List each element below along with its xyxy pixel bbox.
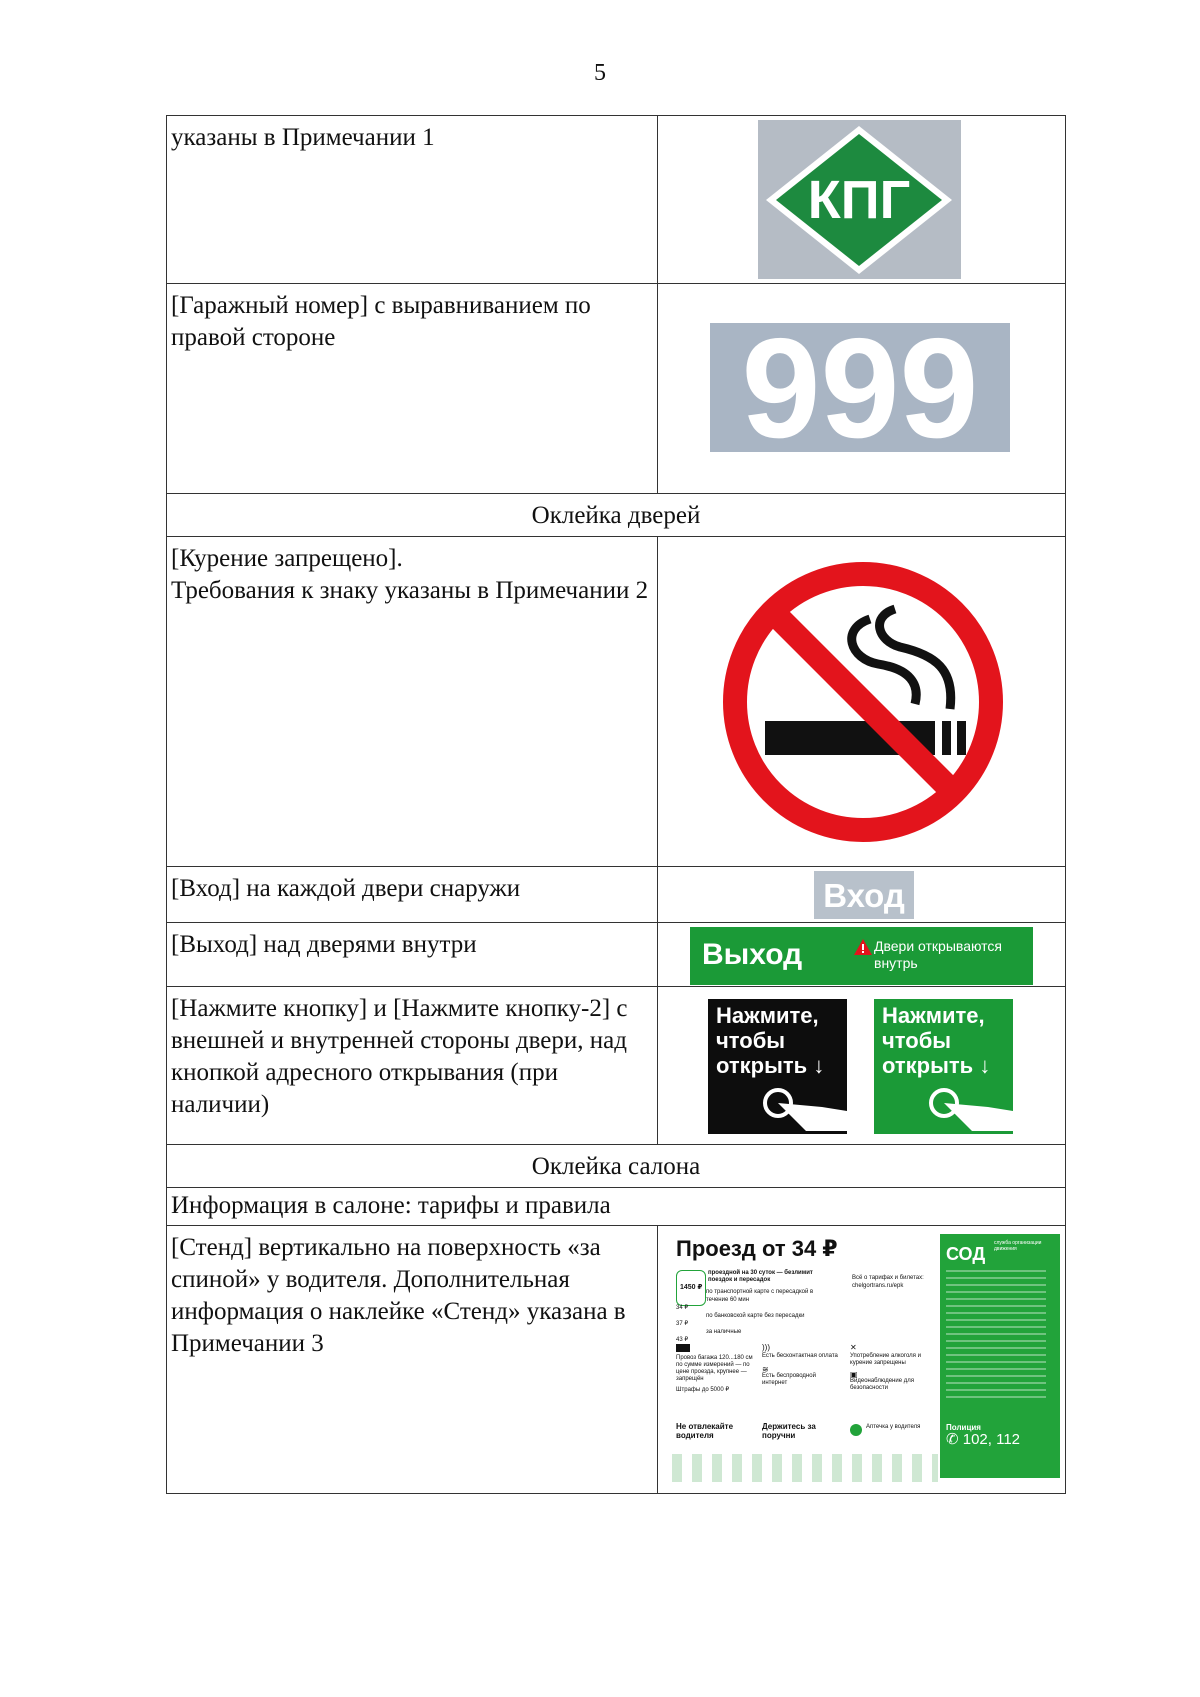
hand-press-icon — [928, 1085, 1013, 1134]
exit-text: Выход — [702, 938, 803, 971]
first-aid-icon — [850, 1424, 862, 1436]
feature-text: Провоз багажа 120...180 см по сумме измерений — по цене проезда, крупнее — запрещён — [676, 1355, 753, 1382]
phone-icon: ✆ — [946, 1431, 959, 1448]
no-smoking-description — [167, 537, 658, 867]
row-entrance — [167, 867, 1066, 923]
kpg-description: указаны в Примечании 1 — [167, 116, 658, 284]
row-stand — [167, 1226, 1066, 1494]
stand-green-panel — [940, 1234, 1060, 1478]
stand-description: [Стенд] вертикально на поверхность «за спиной» у водителя. Дополнительная информация о наклейке «Стенд» указана в Примечании 3 — [167, 1226, 658, 1494]
feature-text: Штрафы до 5000 ₽ — [676, 1387, 730, 1393]
section-heading-salon: Оклейка салона — [167, 1145, 1066, 1188]
hand-press-icon — [762, 1085, 847, 1134]
garage-number-text: 999 — [741, 323, 979, 452]
stand-title: Проезд от 34 ₽ — [676, 1236, 838, 1261]
feature-text: Видеонаблюдение для безопасности — [850, 1378, 914, 1391]
feature-text: Употребление алкоголя и курение запрещены — [850, 1353, 921, 1366]
police-label: Полиция — [946, 1423, 981, 1432]
garage-number-sign — [710, 323, 1010, 452]
no-smoking-desc-line2: Требования к знаку указаны в Примечании 2 — [171, 577, 649, 604]
stand-feature-payment — [762, 1344, 842, 1387]
brand-sub: служба организации движения — [994, 1240, 1042, 1252]
camera-icon: ▣ — [850, 1370, 858, 1379]
stand-feature-rules — [850, 1344, 932, 1392]
fare-price: 34 ₽ — [676, 1305, 689, 1311]
no-smoking-icon — [720, 559, 1006, 845]
stand-tariffs-info: Всё о тарифах и билетах: chelgortrans.ru/epk — [852, 1275, 924, 1289]
push-button-text-black: Нажмите, чтобы открыть ↓ — [716, 1003, 825, 1078]
exit-sign — [690, 927, 1033, 985]
stand-footer-left: Не отвлекайте водителя — [676, 1422, 734, 1440]
fare-price: 37 ₽ — [676, 1321, 689, 1327]
entrance-text: Вход — [823, 877, 905, 914]
row-doors-heading — [167, 494, 1066, 537]
no-smoking-sign-cell — [658, 537, 1066, 867]
police-phone-number: 102, 112 — [962, 1431, 1021, 1448]
row-garage-number — [167, 284, 1066, 494]
fare-line: по транспортной карте с пересадкой в течение 60 мин — [706, 1289, 814, 1303]
warning-icon — [854, 939, 872, 955]
stand-footer-mid: Держитесь за поручни — [762, 1422, 816, 1440]
exit-warning-text: Двери открываются внутрь — [874, 938, 1003, 971]
contacts-placeholder — [946, 1270, 1046, 1400]
stand-fares — [676, 1288, 826, 1344]
exit-description: [Выход] над дверями внутри — [167, 923, 658, 987]
stand-badge-text: проездной на 30 суток — безлимит поездок и пересадок — [708, 1270, 813, 1283]
row-salon-info — [167, 1188, 1066, 1226]
contactless-icon: ))) — [762, 1343, 770, 1352]
no-alcohol-icon: ✕ — [850, 1343, 857, 1352]
push-button-text-green: Нажмите, чтобы открыть ↓ — [882, 1003, 991, 1078]
push-button-sign-green — [874, 999, 1013, 1134]
salon-info-text: Информация в салоне: тарифы и правила — [167, 1188, 1066, 1226]
police-phone — [946, 1424, 1020, 1456]
row-kpg — [167, 116, 1066, 284]
no-smoking-desc-line1: [Курение запрещено]. — [171, 545, 403, 572]
kpg-sign-cell — [658, 116, 1066, 284]
section-heading-doors: Оклейка дверей — [167, 494, 1066, 537]
fare-line: по банковской карте без пересадки — [706, 1313, 805, 1319]
push-button-sign-cell — [658, 987, 1066, 1145]
fare-line: за наличные — [706, 1329, 742, 1335]
entrance-description: [Вход] на каждой двери снаружи — [167, 867, 658, 923]
entrance-sign-cell — [658, 867, 1066, 923]
brand-logo: СОД — [946, 1244, 986, 1264]
fare-price: 43 ₽ — [676, 1337, 689, 1343]
garage-description: [Гаражный номер] с выравниванием по правой стороне — [167, 284, 658, 494]
entrance-sign — [814, 871, 914, 919]
decorative-pattern — [672, 1454, 938, 1482]
row-no-smoking — [167, 537, 1066, 867]
row-exit — [167, 923, 1066, 987]
row-push-button — [167, 987, 1066, 1145]
push-button-sign-black — [708, 999, 847, 1134]
wifi-icon: ≋ — [762, 1365, 769, 1374]
push-button-description: [Нажмите кнопку] и [Нажмите кнопку-2] с внешней и внутренней стороны двери, над кнопкой адресного открывания (при наличии) — [167, 987, 658, 1145]
signage-spec-table — [166, 115, 1066, 1494]
stand-badge: 1450 ₽ — [676, 1270, 706, 1306]
stand-sign-cell — [658, 1226, 1066, 1494]
kpg-text: КПГ — [807, 170, 911, 230]
page-number: 5 — [594, 60, 606, 86]
garage-sign-cell — [658, 284, 1066, 494]
feature-text: Есть бесконтактная оплата — [762, 1353, 838, 1359]
kpg-sign — [758, 120, 961, 279]
row-salon-heading — [167, 1145, 1066, 1188]
baggage-icon — [676, 1344, 690, 1352]
exit-sign-cell — [658, 923, 1066, 987]
stand-footer-right: Аптечка у водителя — [866, 1424, 921, 1430]
feature-text: Есть беспроводной интернет — [762, 1373, 816, 1386]
fare-stand-poster — [672, 1232, 1062, 1490]
stand-feature-baggage — [676, 1344, 756, 1394]
